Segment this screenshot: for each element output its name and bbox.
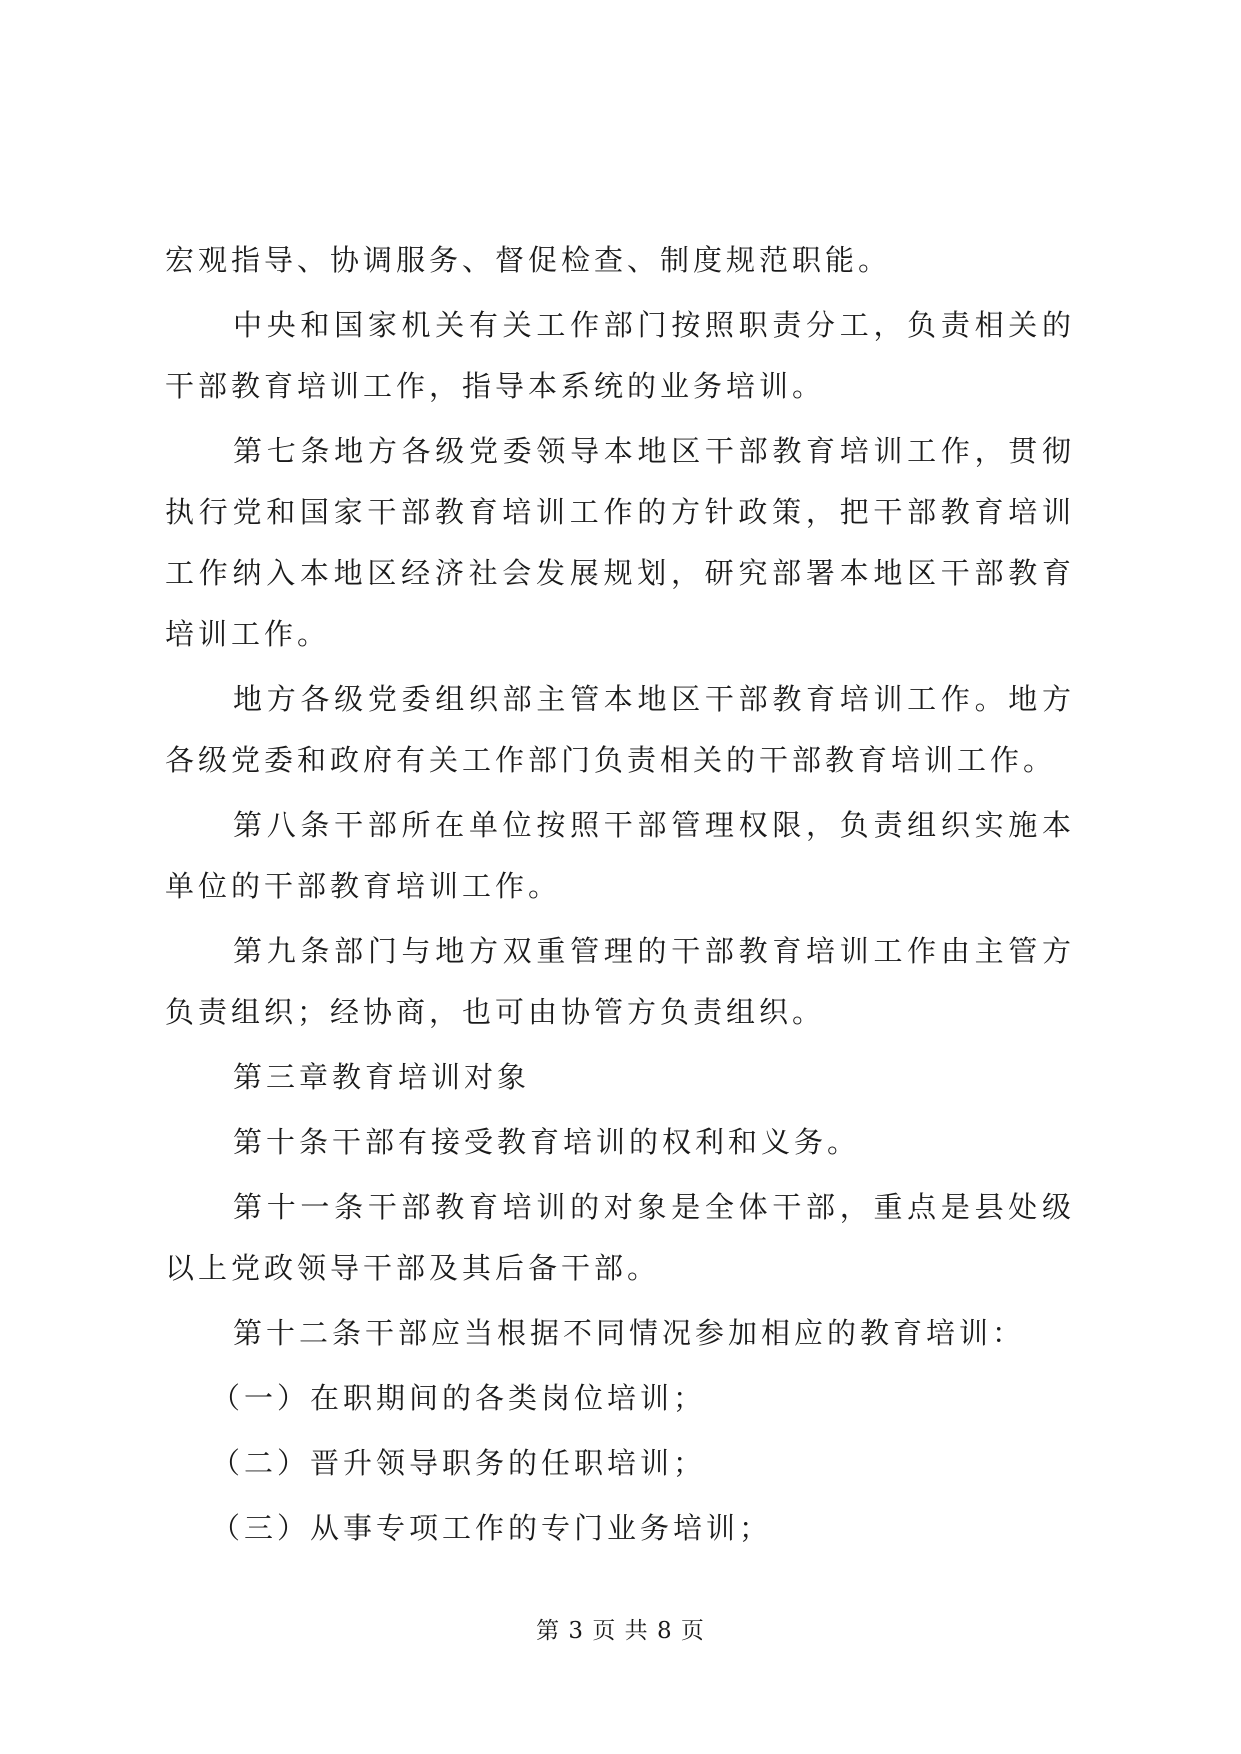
paragraph-central-departments: 中央和国家机关有关工作部门按照职责分工，负责相关的干部教育培训工作，指导本系统的业务培训。 [165,308,1075,403]
page-number-footer: 第 3 页 共 8 页 [536,1618,705,1644]
paragraph-local-organization: 地方各级党委组织部主管本地区干部教育培训工作。地方各级党委和政府有关工作部门负责相关的干部教育培训工作。 [165,682,1075,777]
paragraph-article-7: 第七条地方各级党委领导本地区干部教育培训工作，贯彻执行党和国家干部教育培训工作的方针政策，把干部教育培训工作纳入本地区经济社会发展规划，研究部署本地区干部教育培训工作。 [165,434,1075,651]
paragraph-article-8: 第八条干部所在单位按照干部管理权限，负责组织实施本单位的干部教育培训工作。 [165,808,1075,903]
list-item-1: （一）在职期间的各类岗位培训； [211,1381,707,1415]
paragraph-article-9: 第九条部门与地方双重管理的干部教育培训工作由主管方负责组织；经协商，也可由协管方负责组织。 [165,934,1075,1029]
paragraph-article-11: 第十一条干部教育培训的对象是全体干部，重点是县处级以上党政领导干部及其后备干部。 [165,1190,1075,1285]
list-item-2: （二）晋升领导职务的任职培训； [211,1446,707,1480]
paragraph-continuation: 宏观指导、协调服务、督促检查、制度规范职能。 [165,243,892,277]
chapter-3-heading: 第三章教育培训对象 [233,1060,531,1094]
paragraph-article-10: 第十条干部有接受教育培训的权利和义务。 [233,1125,861,1159]
document-body [165,230,1075,1563]
paragraph-article-12: 第十二条干部应当根据不同情况参加相应的教育培训： [233,1316,1026,1350]
list-item-3: （三）从事专项工作的专门业务培训； [211,1511,773,1545]
